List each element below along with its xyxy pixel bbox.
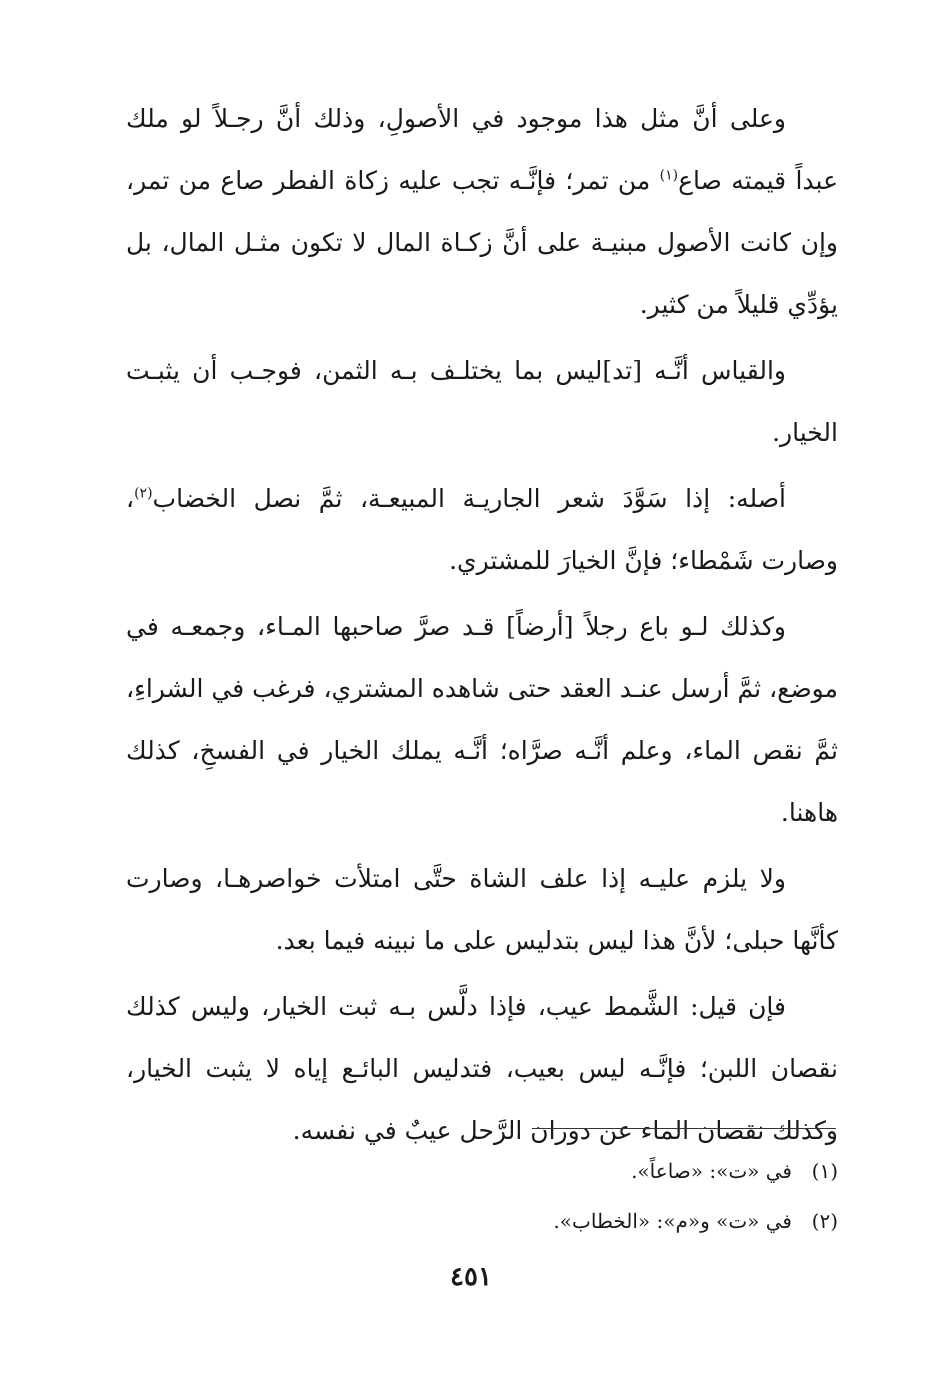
footnotes (126, 1146, 838, 1246)
main-text (126, 88, 838, 1166)
paragraph-5: ولا يلزم عليـه إذا علف الشاة حتَّى امتلأت خواصرهـا، وصارت كأنَّها حبلى؛ لأنَّ هذا ليس بتدليس على ما نبينه فيما بعد. (126, 864, 838, 955)
footnote-text: في «ت» و«م»: «الخطاب». (553, 1209, 792, 1233)
page-number: ٤٥١ (450, 1262, 492, 1292)
paragraph-6: فإن قيل: الشَّمط عيب، فإذا دلَّس بـه ثبت الخيار، وليس كذلك نقصان اللبن؛ فإنَّـه ليس بعيب، فتدليس البائـع إياه لا يثبت الخيار، وكذلك نقصان الماء عن دوران الرَّحل عيبٌ في نفسه. (126, 992, 838, 1145)
footnote-number: (١) (811, 1159, 838, 1183)
paragraph-4: وكذلك لـو باع رجلاً [أرضاً] قـد صرَّ صاحبها المـاء، وجمعـه في موضع، ثمَّ أرسل عنـد العقد حتى شاهده المشتري، فرغب في الشراءِ، ثمَّ نقص الماء، وعلم أنَّـه صرَّاه؛ أنَّـه يملك الخيار في الفسخِ، كذلك هاهنا. (126, 612, 838, 827)
paragraph-3: أصله: إذا سَوَّدَ شعر الجاريـة المبيعـة، ثمَّ نصل الخضاب$^{(٢)}$، وصارت شَمْطاء؛ فإنَّ الخيارَ للمشتري. (126, 484, 838, 575)
footnote-2 (126, 1196, 838, 1246)
footnote-text: في «ت»: «صاعاً». (631, 1159, 792, 1183)
footnote-ref-1[interactable]: (١) (659, 167, 679, 184)
paragraph-2: والقياس أنَّـه [تد]ليس بما يختلـف بـه الثمن، فوجـب أن يثبـت الخيار. (126, 356, 838, 447)
paragraph-1: وعلى أنَّ مثل هذا موجود في الأصولِ، وذلك أنَّ رجـلاً لو ملك عبداً قيمته صاع$^{(١)}$ من تمر؛ فإنَّـه تجب عليه زكاة الفطر صاع من تمر، وإن كانت الأصول مبنيـة على أنَّ زكـاة المال لا تكون مثـل المال، بل يؤدِّي قليلاً من كثير. (126, 104, 838, 319)
footnote-number: (٢) (811, 1209, 838, 1233)
footnote-1 (126, 1146, 838, 1196)
footnote-ref-2[interactable]: (٢) (134, 485, 153, 502)
footnote-separator (532, 1128, 836, 1129)
